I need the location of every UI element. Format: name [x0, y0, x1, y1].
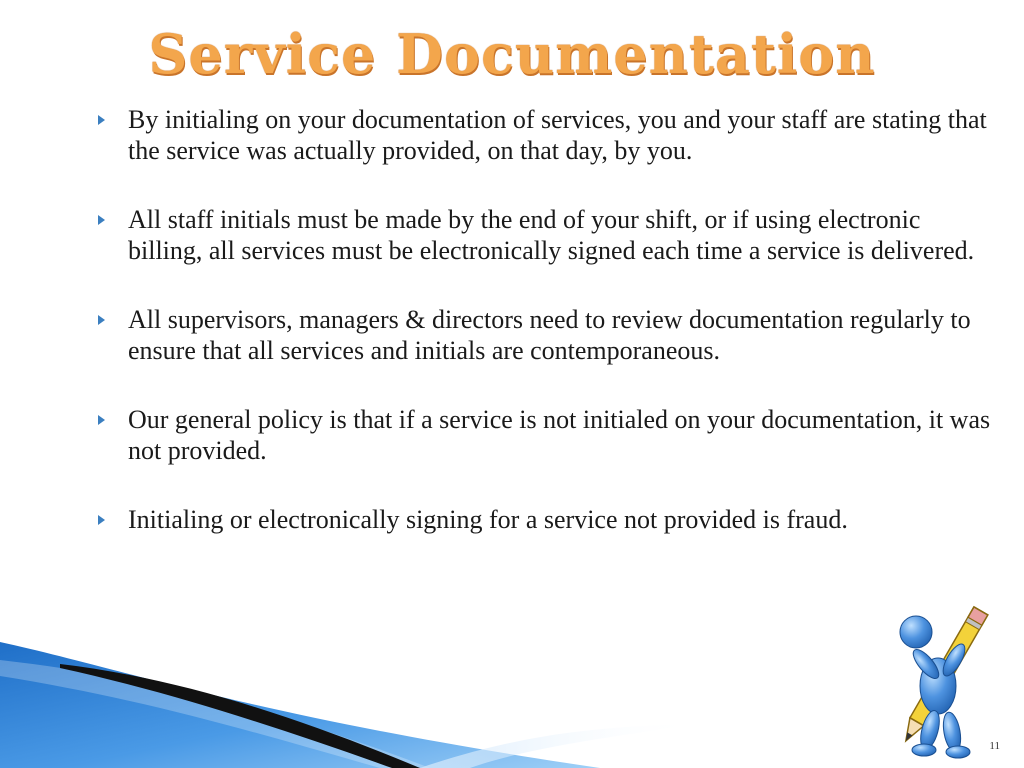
bullet-text: Initialing or electronically signing for a service not provided is fraud. [128, 505, 848, 534]
bullet-item [98, 504, 998, 535]
triangle-bullet-icon [98, 215, 105, 225]
bullet-item [98, 104, 998, 166]
bullet-item [98, 304, 998, 366]
bullet-text: Our general policy is that if a service is not initialed on your documentation, it was not provided. [128, 405, 991, 465]
bullet-item [98, 204, 998, 266]
triangle-bullet-icon [98, 515, 105, 525]
blue-swoosh-decoration [0, 638, 1024, 768]
triangle-bullet-icon [98, 115, 105, 125]
page-number: 11 [989, 740, 1000, 752]
bullet-item [98, 404, 998, 466]
bullet-text: All staff initials must be made by the end of your shift, or if using electronic billing, all services must be electronically signed each time a service is delivered. [128, 205, 975, 265]
slide-title: Service Documentation [148, 22, 876, 86]
bullet-text: All supervisors, managers & directors need to review documentation regularly to ensure that all services and initials are contemporaneous. [128, 305, 971, 365]
bullet-text: By initialing on your documentation of services, you and your staff are stating that the service was actually provided, on that day, by you. [128, 105, 987, 165]
person-with-pencil-icon [886, 594, 996, 762]
bullet-list [98, 104, 998, 573]
triangle-bullet-icon [98, 415, 105, 425]
triangle-bullet-icon [98, 315, 105, 325]
